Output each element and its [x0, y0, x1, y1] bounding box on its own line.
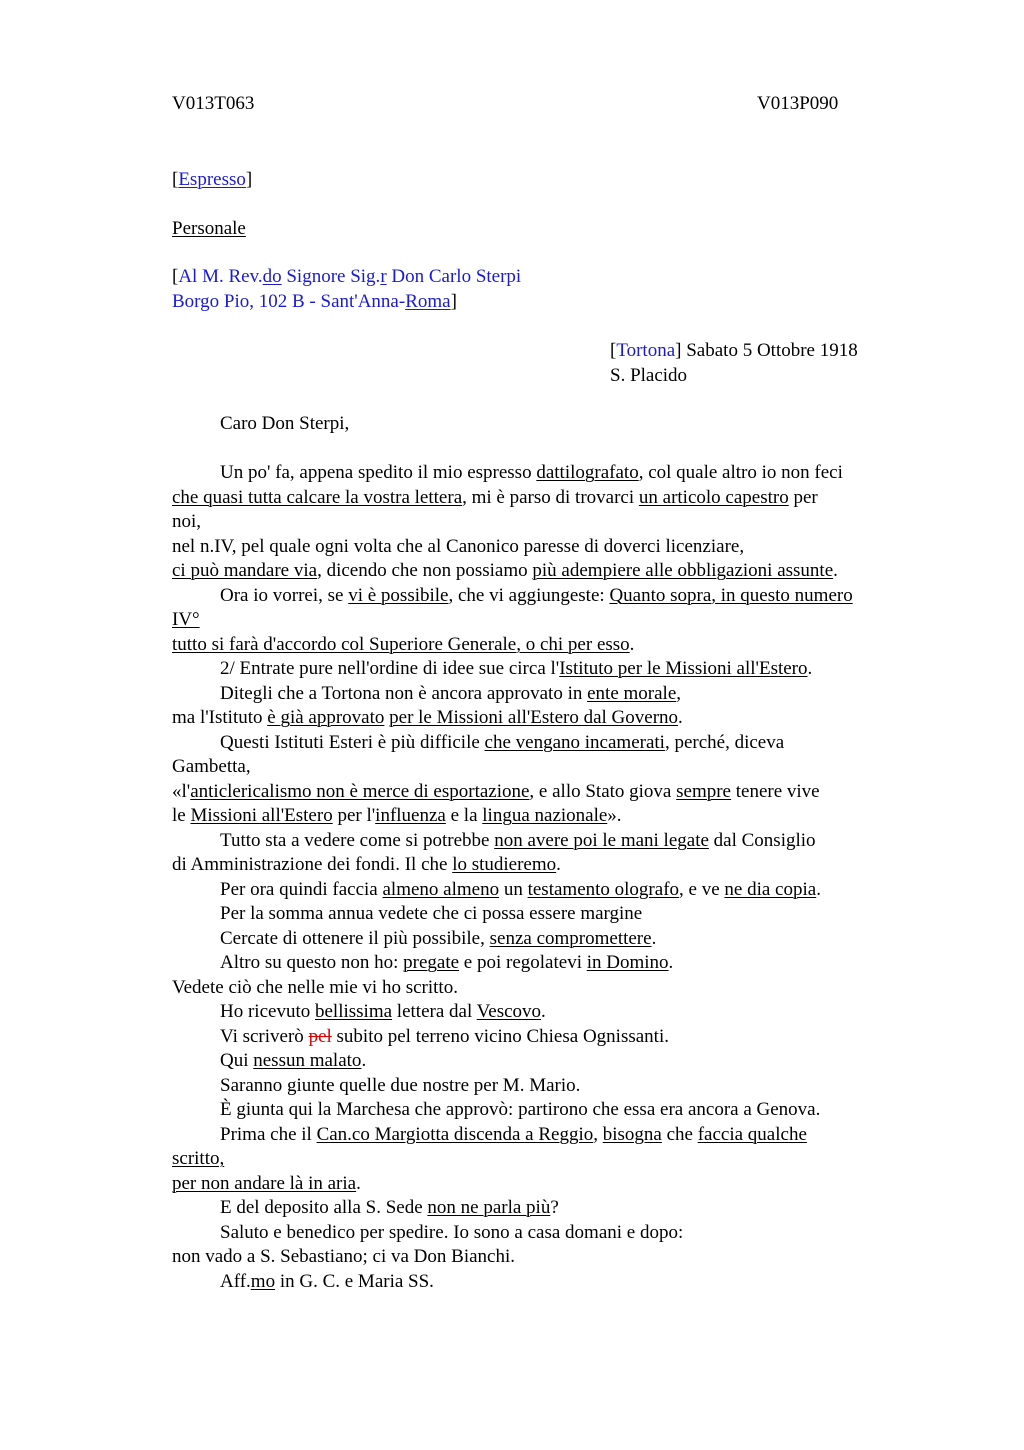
underlined-text: dattilografato — [536, 462, 639, 483]
text-run: . — [541, 1001, 546, 1022]
text-run: . — [629, 633, 635, 655]
saint-of-day: S. Placido — [610, 364, 688, 386]
text-run: Don Carlo Sterpi — [386, 266, 522, 287]
letter-line — [172, 853, 917, 878]
letter-line: Caro Don Sterpi, — [220, 413, 350, 434]
underlined-text: non ne parla più — [427, 1197, 551, 1218]
underlined-text: più adempiere alle obbligazioni assunte — [532, 560, 834, 581]
text-run: Vi scriverò — [220, 1025, 309, 1047]
text-run: , mi è parso di trovarci — [462, 486, 639, 508]
letter-line — [172, 878, 917, 903]
underlined-text: nessun malato — [253, 1050, 362, 1071]
text-run: , — [593, 1123, 603, 1145]
letter-line — [172, 608, 917, 633]
letter-line — [172, 927, 917, 952]
underlined-text: lingua nazionale — [482, 805, 608, 826]
closing — [172, 1270, 917, 1295]
text-run: per — [788, 486, 818, 508]
salutation — [172, 412, 917, 437]
underlined-text: IV° — [172, 609, 200, 630]
underlined-text: per non andare là in aria — [172, 1172, 357, 1194]
underlined-text: non avere poi le mani legate — [494, 829, 709, 851]
letter-line — [172, 1049, 917, 1074]
letter-line — [172, 584, 917, 609]
text-run: Sabato 5 Ottobre 1918 — [681, 340, 858, 361]
underlined-text: tutto si farà d'accordo col Superiore Generale, o chi per esso — [172, 633, 630, 655]
text-run: Aff. — [220, 1270, 251, 1292]
text-run: che — [661, 1123, 698, 1145]
text-run: . — [678, 707, 683, 728]
letter-line — [172, 804, 917, 829]
underlined-text: scritto, — [172, 1148, 225, 1169]
letter-line — [172, 559, 917, 584]
letter-line: noi, — [172, 511, 202, 532]
letter-line: Vedete ciò che nelle mie vi ho scritto. — [172, 976, 458, 998]
letter-line: [Al M. Rev.do Signore Sig.r Don Carlo Sterpi — [172, 266, 522, 287]
date-place: Tortona — [616, 340, 676, 361]
underlined-text: bellissima — [314, 1001, 393, 1022]
text-run: in G. C. e Maria SS. — [275, 1270, 434, 1292]
letter-line — [172, 780, 917, 805]
text-run: Cercate di ottenere il più possibile, — [220, 927, 490, 949]
underlined-text: sempre — [676, 780, 731, 802]
text-run: . — [556, 854, 561, 875]
letter-line — [172, 1147, 917, 1172]
text-run: di Amministrazione dei fondi. Il che — [172, 854, 453, 875]
text-run: dal Consiglio — [708, 829, 816, 851]
text-run: Ditegli che a Tortona non è ancora approvato in — [220, 682, 588, 704]
text-run: ma l'Istituto — [172, 707, 268, 728]
text-run: . — [833, 560, 838, 581]
text-run: Per ora quindi faccia — [220, 878, 383, 900]
text-run: Borgo Pio, 102 B - Sant'Anna- — [172, 290, 406, 312]
text-run: . — [361, 1050, 367, 1071]
letter-line — [172, 731, 917, 756]
letter-line — [172, 706, 917, 731]
text-run: , e ve — [679, 878, 725, 900]
underlined-text: Can.co Margiotta discenda a Reggio — [316, 1123, 594, 1145]
underlined-text: Vescovo — [476, 1001, 542, 1022]
text-run: Altro su questo non ho: — [220, 952, 404, 973]
text-run: 2/ Entrate pure nell'ordine di idee sue circa l' — [220, 658, 560, 679]
letter-line — [172, 461, 917, 486]
text-run: Prima che il — [220, 1123, 317, 1145]
letter-line — [172, 682, 917, 707]
underlined-text: almeno almeno — [382, 878, 500, 900]
underlined-text: che quasi tutta calcare la vostra lettera — [172, 486, 463, 508]
letter-line — [172, 1000, 917, 1025]
letter-line: [Tortona] Sabato 5 Ottobre 1918 — [610, 340, 858, 361]
doc-code-right: V013P090 — [757, 93, 839, 114]
letter-line: Saluto e benedico per spedire. Io sono a casa domani e dopo: — [220, 1221, 684, 1243]
letter-line: Per la somma annua vedete che ci possa essere margine — [220, 903, 643, 924]
underlined-text: anticlericalismo non è merce di esportazione — [190, 780, 530, 802]
underlined-text: che vengano incamerati — [484, 731, 665, 753]
underlined-text: un articolo capestro — [638, 486, 789, 508]
letter-line — [172, 829, 917, 854]
underlined-text: ci può mandare via — [172, 560, 318, 581]
underlined-text: lo studieremo — [452, 854, 557, 875]
text-run: , col quale altro io non feci — [638, 462, 843, 483]
text-run: Signore Sig. — [281, 266, 381, 287]
underlined-text: testamento olografo — [527, 878, 680, 900]
text-run: , e allo Stato giova — [529, 780, 677, 802]
text-run: , perché, diceva — [664, 731, 785, 753]
text-run: . — [816, 878, 821, 900]
letter-line: È giunta qui la Marchesa che approvò: partirono che essa era ancora a Genova. — [220, 1099, 821, 1120]
text-run: lettera dal — [392, 1001, 477, 1022]
underlined-text: è già approvato — [267, 707, 385, 728]
address-block — [172, 265, 917, 314]
letter-line — [172, 657, 917, 682]
letter-line: Borgo Pio, 102 B - Sant'Anna-Roma] — [172, 290, 457, 312]
date-block — [610, 339, 930, 388]
letter-line — [172, 486, 917, 511]
underlined-text: mo — [250, 1270, 276, 1292]
underlined-text: r — [380, 266, 387, 287]
underlined-text: Quanto sopra, in questo numero — [609, 584, 853, 606]
text-run: . — [668, 952, 674, 973]
text-run: un — [499, 878, 528, 900]
letter-line — [172, 1196, 917, 1221]
text-run: Ora io vorrei, se — [220, 584, 349, 606]
text-run: Un po' fa, appena spedito il mio espresso — [220, 462, 537, 483]
text-run: ». — [607, 805, 622, 826]
underlined-text: Istituto per le Missioni all'Estero — [559, 658, 808, 679]
text-run: le — [172, 805, 191, 826]
letter-line — [172, 951, 917, 976]
underlined-text: bisogna — [602, 1123, 662, 1145]
underlined-text: senza compromettere — [489, 927, 652, 949]
underlined-text: faccia qualche — [697, 1123, 807, 1145]
underlined-text: do — [262, 266, 282, 287]
underlined-text: ne dia copia — [724, 878, 817, 900]
letter-line — [172, 1025, 917, 1050]
letter-line — [172, 633, 917, 658]
espresso-note: [Espresso] — [172, 169, 253, 190]
espresso-link: Espresso — [178, 169, 246, 190]
text-run: Ho ricevuto — [220, 1001, 315, 1022]
text-run: per l' — [332, 805, 376, 826]
personale-label: Personale — [172, 218, 246, 239]
text-run: Tutto sta a vedere come si potrebbe — [220, 829, 495, 851]
text-run: subito pel terreno vicino Chiesa Ognissanti. — [331, 1025, 669, 1047]
text-run: , che vi aggiungeste: — [448, 584, 610, 606]
text-run: «l' — [172, 780, 191, 802]
letter-line: Saranno giunte quelle due nostre per M. Mario. — [220, 1074, 581, 1096]
underlined-text: pregate — [403, 952, 460, 973]
text-run: E del deposito alla S. Sede — [220, 1197, 428, 1218]
underlined-text: ente morale — [587, 682, 677, 704]
underlined-text: influenza — [375, 805, 446, 826]
text-run: Questi Istituti Esteri è più difficile — [220, 731, 485, 753]
text-run: Qui — [220, 1050, 254, 1071]
underlined-text: vi è possibile — [348, 584, 449, 606]
letter-line: non vado a S. Sebastiano; ci va Don Bianchi. — [172, 1246, 515, 1267]
text-run: . — [651, 927, 657, 949]
text-run: Al M. Rev. — [178, 266, 263, 287]
letter-body — [172, 461, 917, 1294]
underlined-text: Missioni all'Estero — [190, 805, 333, 826]
underlined-text: Roma — [405, 290, 451, 312]
text-run: e la — [445, 805, 483, 826]
doc-code-left: V013T063 — [172, 93, 255, 114]
deleted-word: pel — [308, 1025, 332, 1047]
text-run: tenere vive — [731, 780, 820, 802]
underlined-text: per le Missioni all'Estero dal Governo — [389, 707, 679, 728]
text-run: ? — [550, 1197, 559, 1218]
underlined-text: in Domino — [586, 952, 669, 973]
text-run: , — [676, 682, 682, 704]
text-run: . — [807, 658, 813, 679]
letter-line — [172, 1123, 917, 1148]
personale-note — [172, 217, 917, 242]
text-run: e poi regolatevi — [459, 952, 587, 973]
letter-line: nel n.IV, pel quale ogni volta che al Canonico paresse di doverci licenziare, — [172, 535, 745, 557]
text-run: . — [356, 1172, 361, 1194]
letter-line: Gambetta, — [172, 756, 251, 777]
letter-line — [172, 1172, 917, 1197]
text-run: , dicendo che non possiamo — [317, 560, 533, 581]
